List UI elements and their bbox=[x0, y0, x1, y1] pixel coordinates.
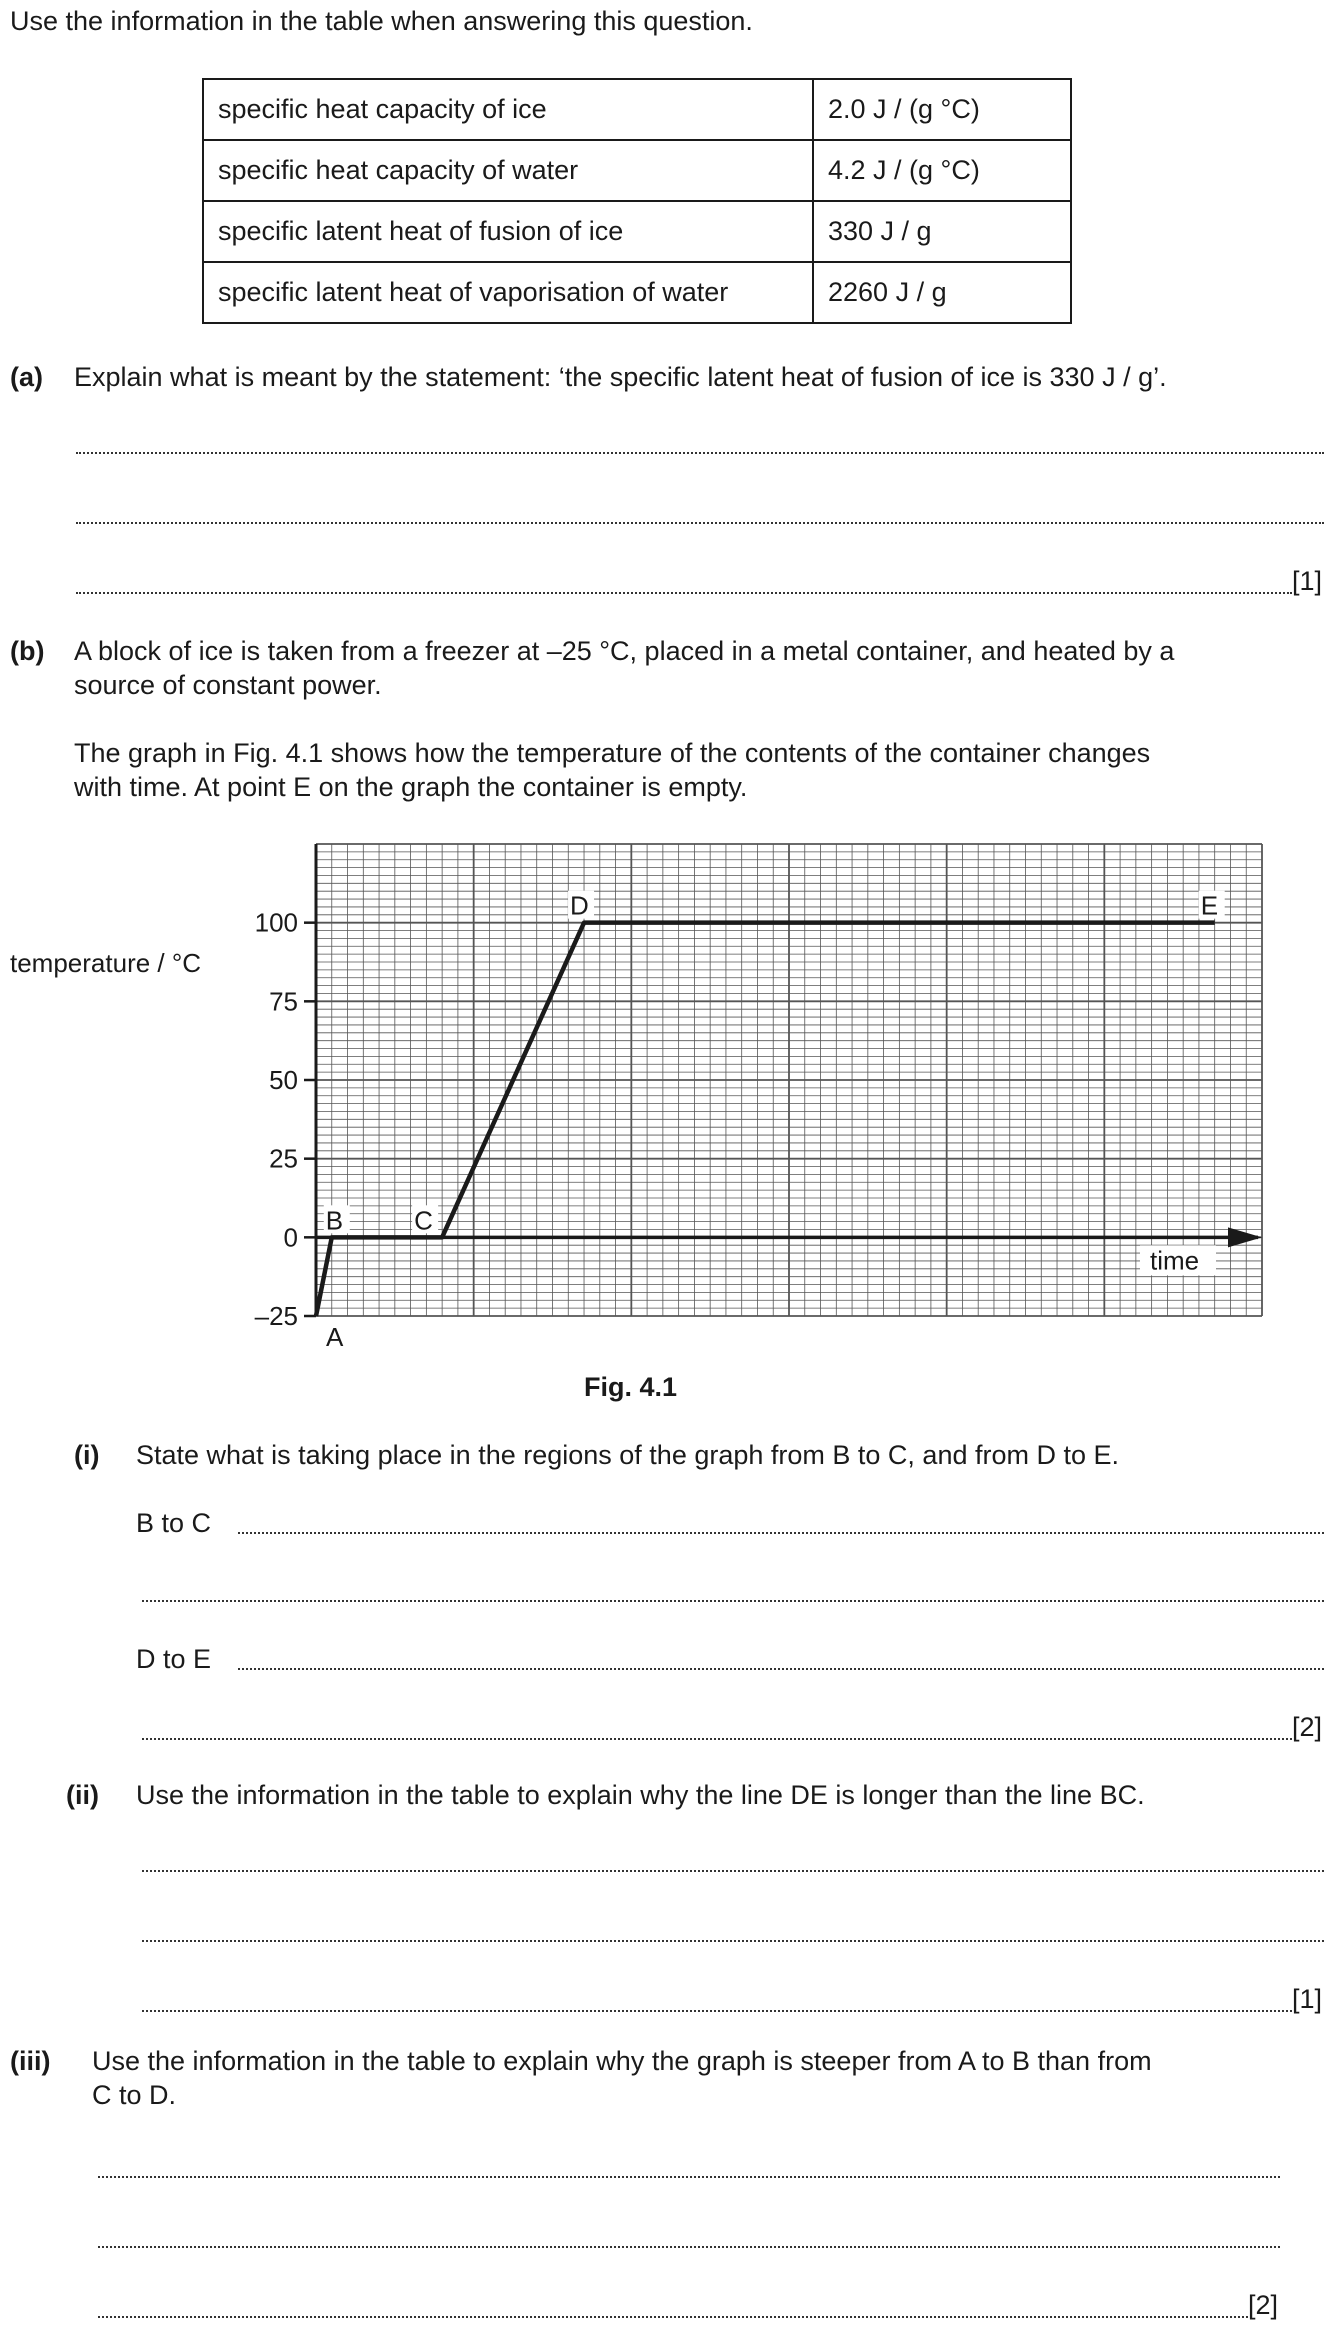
point-label-e: E bbox=[1200, 890, 1219, 921]
marks-a: [1] bbox=[1292, 566, 1323, 596]
b-to-c-label: B to C bbox=[136, 1508, 212, 1538]
marks-b-ii: [1] bbox=[1292, 1984, 1323, 2014]
answer-line-a2[interactable] bbox=[76, 522, 1324, 524]
part-b-iii-line1: Use the information in the table to explain why the graph is steeper from A to B than from bbox=[92, 2046, 1152, 2076]
part-b-iii-label: (iii) bbox=[10, 2046, 51, 2076]
point-label-b: B bbox=[325, 1205, 344, 1236]
answer-line-a1[interactable] bbox=[76, 452, 1324, 454]
d-to-e-label: D to E bbox=[136, 1644, 212, 1674]
answer-line-ii1[interactable] bbox=[142, 1870, 1324, 1872]
answer-line-iii1[interactable] bbox=[98, 2176, 1280, 2178]
part-b-label: (b) bbox=[10, 636, 45, 666]
answer-line-iii3[interactable] bbox=[98, 2316, 1248, 2318]
table-row bbox=[203, 140, 1071, 201]
part-b-ii-label: (ii) bbox=[66, 1780, 99, 1810]
part-b-line3: The graph in Fig. 4.1 shows how the temperature of the contents of the container changes bbox=[74, 738, 1151, 768]
table-cell-value: 2260 J / g bbox=[813, 262, 1071, 323]
part-b-line4: with time. At point E on the graph the container is empty. bbox=[74, 772, 748, 802]
y-tick-label: 0 bbox=[283, 1222, 298, 1253]
x-axis-label: time bbox=[1150, 1245, 1200, 1276]
answer-line-bc1[interactable] bbox=[238, 1532, 1324, 1534]
table-cell-quantity: specific latent heat of vaporisation of water bbox=[203, 262, 813, 323]
table-cell-value: 2.0 J / (g °C) bbox=[813, 79, 1071, 140]
table-row bbox=[203, 262, 1071, 323]
table-row bbox=[203, 79, 1071, 140]
point-label-a: A bbox=[326, 1322, 344, 1350]
part-b-iii-line2: C to D. bbox=[92, 2080, 177, 2110]
answer-line-a3[interactable] bbox=[76, 592, 1292, 594]
figure-caption: Fig. 4.1 bbox=[584, 1372, 678, 1402]
point-label-d: D bbox=[570, 890, 589, 921]
part-b-i-question: State what is taking place in the regions of the graph from B to C, and from D to E. bbox=[136, 1440, 1120, 1470]
table-cell-quantity: specific latent heat of fusion of ice bbox=[203, 201, 813, 262]
y-tick-label: 75 bbox=[269, 986, 298, 1017]
part-a-label: (a) bbox=[10, 362, 43, 392]
intro-text: Use the information in the table when answering this question. bbox=[10, 6, 753, 36]
data-table bbox=[202, 78, 1072, 324]
answer-line-ii3[interactable] bbox=[142, 2010, 1292, 2012]
table-row bbox=[203, 201, 1071, 262]
y-ticks bbox=[255, 908, 316, 1331]
y-tick-label: 50 bbox=[269, 1065, 298, 1095]
part-b-i-label: (i) bbox=[74, 1440, 100, 1470]
x-axis-arrowhead bbox=[1228, 1227, 1262, 1247]
temperature-time-graph bbox=[0, 830, 1342, 1350]
answer-line-iii2[interactable] bbox=[98, 2246, 1280, 2248]
y-tick-label: –25 bbox=[254, 1301, 298, 1331]
part-b-ii-question: Use the information in the table to explain why the line DE is longer than the line BC. bbox=[136, 1780, 1145, 1810]
answer-line-bc2[interactable] bbox=[142, 1600, 1324, 1602]
table-cell-value: 4.2 J / (g °C) bbox=[813, 140, 1071, 201]
answer-line-de2[interactable] bbox=[142, 1738, 1292, 1740]
y-axis-label: temperature / °C bbox=[10, 948, 202, 978]
marks-b-i: [2] bbox=[1292, 1712, 1323, 1742]
y-tick-label: 25 bbox=[269, 1143, 298, 1174]
table-cell-value: 330 J / g bbox=[813, 201, 1071, 262]
y-tick-label: 100 bbox=[254, 907, 298, 938]
answer-line-ii2[interactable] bbox=[142, 1940, 1324, 1942]
part-a-question: Explain what is meant by the statement: ‘the specific latent heat of fusion of ice is 330 J / g’. bbox=[74, 362, 1167, 392]
answer-line-de1[interactable] bbox=[238, 1668, 1324, 1670]
point-label-c: C bbox=[414, 1205, 433, 1236]
part-b-line1: A block of ice is taken from a freezer at –25 °C, placed in a metal container, and heated by a bbox=[74, 636, 1175, 666]
marks-b-iii: [2] bbox=[1248, 2290, 1279, 2320]
part-b-line2: source of constant power. bbox=[74, 670, 382, 700]
table-cell-quantity: specific heat capacity of water bbox=[203, 140, 813, 201]
table-cell-quantity: specific heat capacity of ice bbox=[203, 79, 813, 140]
